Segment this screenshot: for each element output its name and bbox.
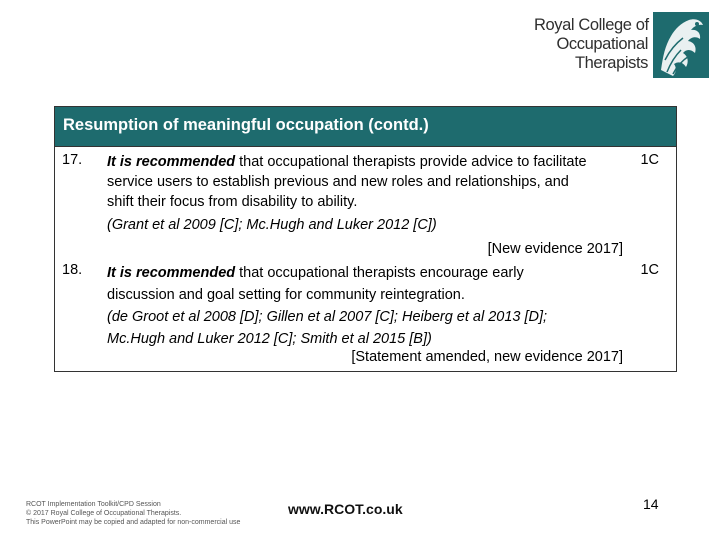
evidence-grade: 1C [640,152,659,168]
logo-line-3: Therapists [574,54,648,72]
recommendation-body: that occupational therapists encourage early discussion and goal setting for community reintegration. [107,265,524,303]
table-row [55,262,676,368]
footer-credit-line: RCOT Implementation Toolkit/CPD Session [26,501,161,508]
evidence-grade: 1C [640,262,659,278]
logo-wordmark [534,16,648,73]
rcot-crest-icon [653,12,709,78]
table-title: Resumption of meaningful occupation (contd.) [63,116,429,134]
table-row [55,152,676,256]
footer-url-link[interactable]: www.RCOT.co.uk [288,501,403,517]
recommendation-citation: (Grant et al 2009 [C]; Mc.Hugh and Luker 2012 [C]) [107,217,437,233]
row-number: 18. [62,262,83,278]
logo-line-1: Royal College of [534,16,649,34]
rcot-logo [534,12,710,78]
recommendation-lead: It is recommended [107,154,236,170]
footer-credit-line: © 2017 Royal College of Occupational Therapists. [26,510,182,517]
recommendation-text [107,152,587,235]
recommendation-body: that occupational therapists provide advice to facilitate service users to establish previous and new roles and relationships, and shift their focus from disability to ability. [107,154,587,210]
recommendations-table [54,106,677,372]
evidence-note: [Statement amended, new evidence 2017] [351,349,623,365]
recommendation-lead: It is recommended [107,265,236,281]
footer-credit [26,500,240,527]
row-number: 17. [62,152,83,168]
page-number: 14 [643,496,659,512]
recommendation-citation: (de Groot et al 2008 [D]; Gillen et al 2007 [C]; Heiberg et al 2013 [D]; Mc.Hugh and Luker 2012 [C]; Smith et al 2015 [B]) [107,309,548,347]
recommendation-text [107,262,587,350]
table-header [55,107,676,147]
logo-line-2: Occupational [556,35,648,53]
evidence-note: [New evidence 2017] [487,241,623,257]
footer-credit-line: This PowerPoint may be copied and adapted for non-commercial use [26,519,241,526]
